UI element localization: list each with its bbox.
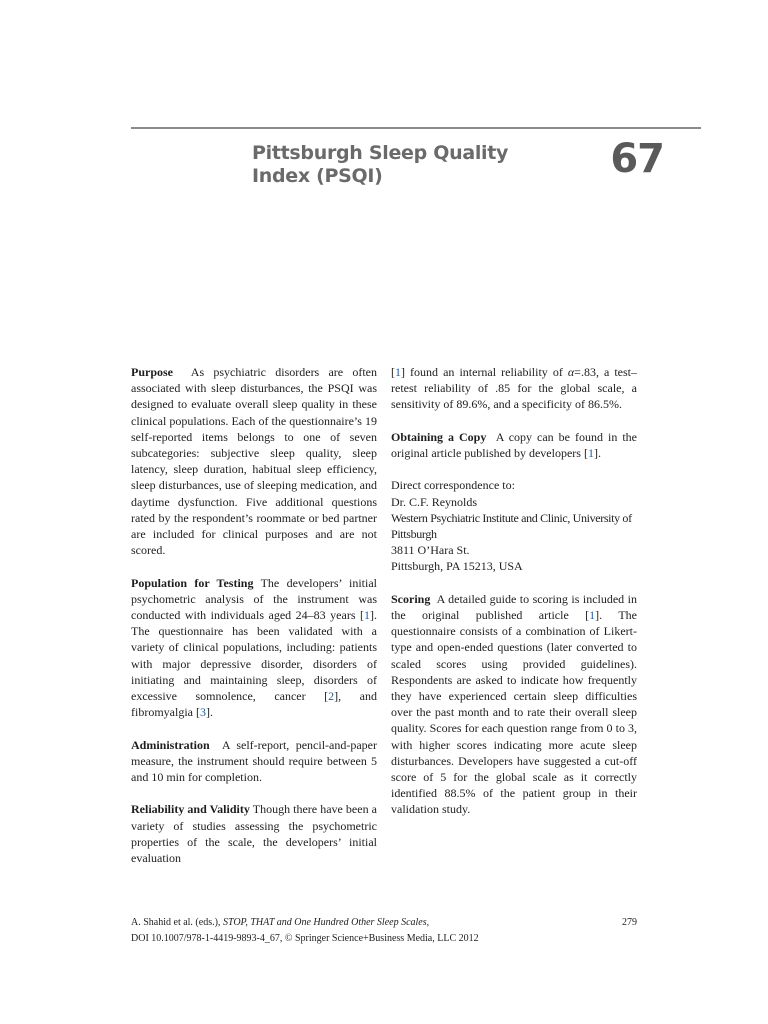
footer-citation-line xyxy=(131,915,637,931)
citation-link[interactable]: 2 xyxy=(328,689,335,704)
scoring-text-a: A detailed guide to scoring is included in the original published article xyxy=(391,591,637,622)
purpose-heading: Purpose xyxy=(131,365,173,379)
reliability-text-a: Though there have been a variety of studies assessing the psychometric properties of the scale, the developers’ initial evaluation xyxy=(131,802,377,866)
reliability-heading: Reliability and Validity xyxy=(131,802,250,817)
left-column xyxy=(131,364,377,882)
footer-doi: DOI 10.1007/978-1-4419-9893-4_67, © Springer Science+Business Media, LLC 2012 xyxy=(131,933,479,944)
page-footer xyxy=(131,915,637,947)
population-text-b: . The questionnaire has been validated with a variety of clinical populations, including: patients with major depressive disorder, disorders of initiating and maintaining sleep, disorders of excessive somnolence, cancer xyxy=(131,608,378,704)
citation-link[interactable]: 3 xyxy=(199,705,206,720)
population-text-c: , and fibromyalgia xyxy=(131,689,377,720)
reliability-text-b: found an internal reliability of xyxy=(410,365,568,379)
citation-link[interactable]: 1 xyxy=(395,365,401,379)
reliability-continued: [1] found an internal reliability of α=.83, a test–retest reliability of .85 for the global scale, a sensitivity of 89.6%, and a specificity of 86.5%. xyxy=(391,365,638,412)
citation-link[interactable]: 1 xyxy=(587,446,594,460)
correspondence-intro: Direct correspondence to: xyxy=(391,478,515,493)
correspondence-institution: Western Psychiatric Institute and Clinic, University of Pittsburgh xyxy=(391,510,632,541)
population-text-d: . xyxy=(209,705,213,720)
administration-text: A self-report, pencil-and-paper measure, the instrument should require between 5 and 10 min for completion. xyxy=(131,737,378,785)
obtaining-paragraph: Obtaining a Copy A copy can be found in the original article published by developers [1]. xyxy=(391,429,637,460)
reliability-paragraph xyxy=(131,801,377,866)
obtaining-text-a: A copy can be found in the original article published by developers xyxy=(391,429,637,460)
scoring-paragraph: Scoring A detailed guide to scoring is included in the original published article [1]. The questionnaire consists of a combination of Likert-type and open-ended questions (later converted to scaled scores using provided guidelines). Respondents are asked to indicate how frequently they have experienced certain sleep difficulties over the past month and to rate their overall sleep quality. Scores for each question range from 0 to 3, with higher scores indicating more acute sleep disturbances. Developers have suggested a cut-off score of 5 for the global scale as it correctly identified 88.5% of the patient group in their validation study. xyxy=(391,591,637,817)
chapter-title-line-2: Index (PSQI) xyxy=(252,165,383,187)
header-rule xyxy=(131,127,701,129)
chapter-title-line-1: Pittsburgh Sleep Quality xyxy=(252,142,509,164)
administration-heading: Administration xyxy=(131,737,210,752)
citation-link[interactable]: 1 xyxy=(589,608,596,622)
population-paragraph: Population for Testing The developers’ initial psychometric analysis of the instrument was conducted with individuals aged 24–83 years [1]. The questionnaire has been validated with a variety of clinical populations, including: patients with major depressive disorder, disorders of initiating and maintaining sleep, disorders of excessive somnolence, cancer [2], and fibromyalgia [3]. xyxy=(131,575,378,720)
purpose-text: As psychiatric disorders are often associated with sleep disturbances, the PSQI was designed to evaluate overall sleep quality in these clinical populations. Each of the questionnaire’s 19 self-reported items belongs to one of seven subcategories: subjective sleep quality, sleep latency, sleep duration, habitual sleep efficiency, sleep disturbances, use of sleeping medication, and daytime dysfunction. Five additional questions rated by the respondent’s roommate or bed partner are included for clinical purposes and are not scored. xyxy=(131,365,377,558)
correspondence-city: Pittsburgh, PA 15213, USA xyxy=(391,559,523,574)
purpose-paragraph xyxy=(131,364,377,558)
obtaining-heading: Obtaining a Copy xyxy=(391,429,487,444)
footer-editors: A. Shahid et al. (eds.), xyxy=(131,917,221,928)
scoring-heading: Scoring xyxy=(391,591,431,606)
page-number: 279 xyxy=(622,917,637,928)
right-column xyxy=(391,364,637,834)
chapter-number: 67 xyxy=(610,136,664,182)
reliability-text-c: =.83, a test–retest reliability of .85 for the global scale, a sensitivity of 89.6%, and a specificity of 86.5%. xyxy=(391,365,638,412)
population-text-a: The developers’ initial psychometric analysis of the instrument was conducted with individuals aged 24–83 years xyxy=(131,575,377,623)
administration-paragraph xyxy=(131,737,377,786)
obtaining-text-b: . xyxy=(597,446,601,460)
scoring-text-b: . The questionnaire consists of a combination of Likert-type and open-ended questions (later converted to scaled scores using provided guidelines). Respondents are asked to indicate how frequently they have experienced certain sleep difficulties over the past month and to rate their overall sleep quality. Scores for each question range from 0 to 3, with higher scores indicating more acute sleep disturbances. Developers have suggested a cut-off score of 5 for the global scale as it correctly identified 88.5% of the patient group in their validation study. xyxy=(391,608,637,817)
alpha-symbol: α xyxy=(567,365,575,379)
correspondence-street: 3811 O’Hara St. xyxy=(391,543,470,558)
population-heading: Population for Testing xyxy=(131,575,254,590)
correspondence-name: Dr. C.F. Reynolds xyxy=(391,494,478,509)
footer-book-title: STOP, THAT and One Hundred Other Sleep Scales, xyxy=(222,917,430,928)
chapter-title xyxy=(252,142,582,188)
citation-link[interactable]: 1 xyxy=(364,608,371,623)
